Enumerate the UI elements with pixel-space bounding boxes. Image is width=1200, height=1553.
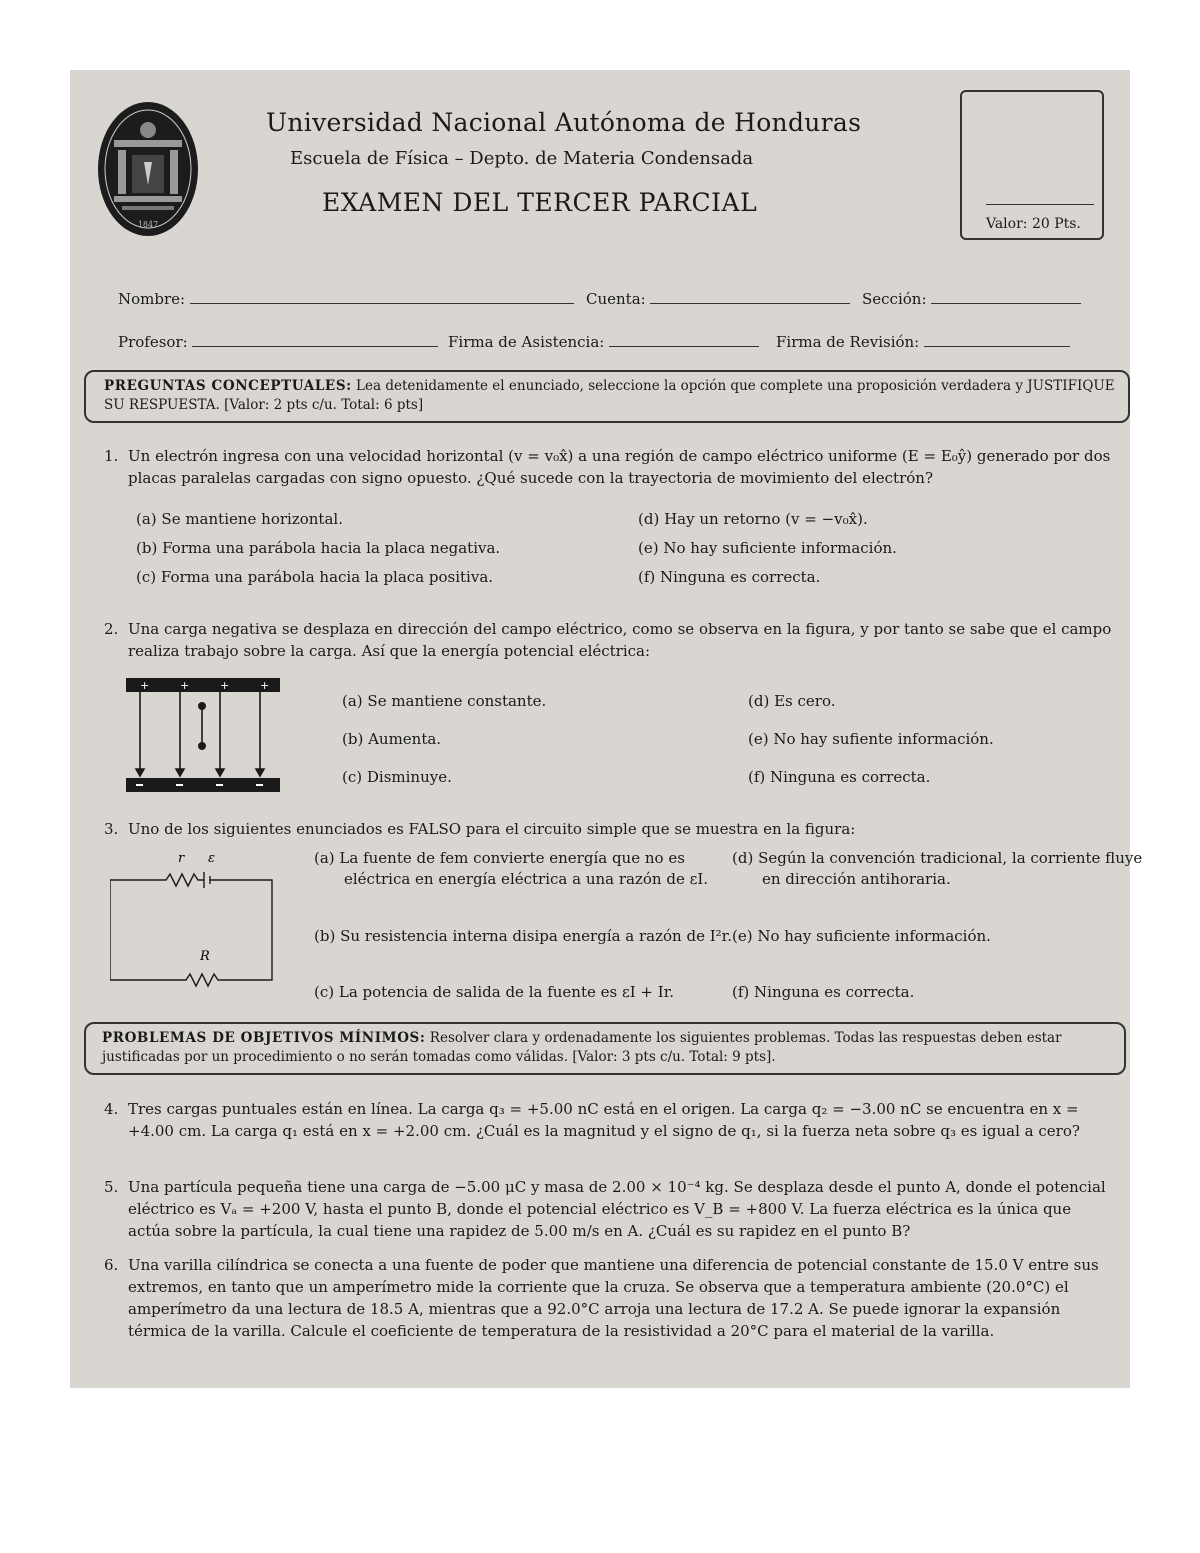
grade-box (960, 90, 1104, 240)
q2-option-e[interactable]: (e) No hay sufiente información. (748, 730, 994, 748)
minimum-objectives-header (84, 1022, 1126, 1075)
section2-heading: PROBLEMAS DE OBJETIVOS MÍNIMOS: (102, 1030, 426, 1046)
svg-text:+: + (260, 679, 270, 692)
q2-option-f[interactable]: (f) Ninguna es correcta. (748, 768, 931, 786)
cuenta-field[interactable] (650, 290, 850, 304)
question-5 (104, 1176, 1116, 1242)
q1-option-e[interactable]: (e) No hay suficiente información. (638, 539, 897, 557)
q1-option-a[interactable]: (a) Se mantiene horizontal. (136, 510, 343, 528)
svg-text:+: + (180, 679, 190, 692)
q2-option-b[interactable]: (b) Aumenta. (342, 730, 442, 748)
q3-option-e[interactable]: (e) No hay suficiente información. (732, 927, 991, 945)
q1-option-c[interactable]: (c) Forma una parábola hacia la placa positiva. (136, 568, 494, 586)
q2-number: 2. (104, 620, 119, 638)
q1-option-f[interactable]: (f) Ninguna es correcta. (638, 568, 821, 586)
question-1 (104, 445, 1116, 489)
svg-text:+: + (220, 679, 230, 692)
q3-option-c[interactable]: (c) La potencia de salida de la fuente es εI + Ir. (314, 983, 674, 1001)
svg-text:+: + (140, 679, 150, 692)
q2-text: Una carga negativa se desplaza en dirección del campo eléctrico, como se observa en la figura, y por tanto se sabe que el campo realiza trabajo sobre la carga. Así que la energía potencial eléctrica: (128, 620, 1112, 660)
q1-number: 1. (104, 447, 119, 465)
question-4 (104, 1098, 1116, 1142)
firma-asistencia-label: Firma de Asistencia: (448, 333, 605, 351)
university-name: Universidad Nacional Autónoma de Honduras (266, 108, 862, 137)
internal-resistance-label: r (178, 851, 185, 866)
q5-text: Una partícula pequeña tiene una carga de −5.00 μC y masa de 2.00 × 10⁻⁴ kg. Se desplaza desde el punto A, donde el potencial eléctrico es Vₐ = +200 V, hasta el punto B, donde el potencial eléctrico es V_B = +800 V. La fuerza eléctrica es la única que actúa sobre la partícula, la cual tiene una rapidez de 5.00 m/s en A. ¿Cuál es su rapidez en el punto B? (128, 1178, 1106, 1240)
q3-option-d[interactable]: (d) Según la convención tradicional, la corriente fluye en dirección antihoraria. (732, 849, 1143, 888)
q1-text: Un electrón ingresa con una velocidad horizontal (v = v₀x̂) a una región de campo eléctrico uniforme (E = E₀ŷ) generado por dos placas paralelas cargadas con signo opuesto. ¿Qué sucede con la trayectoria de movimiento del electrón? (128, 447, 1111, 487)
university-seal-logo (96, 100, 200, 238)
section1-heading: PREGUNTAS CONCEPTUALES: (104, 378, 352, 394)
firma-asistencia-field[interactable] (609, 333, 759, 347)
parallel-plates-figure (126, 676, 282, 794)
question-3 (104, 818, 1116, 840)
q2-option-a[interactable]: (a) Se mantiene constante. (342, 692, 547, 710)
q3-number: 3. (104, 820, 119, 838)
firma-revision-label: Firma de Revisión: (776, 333, 920, 351)
q6-number: 6. (104, 1256, 119, 1274)
charge-start-dot (198, 702, 206, 710)
q5-number: 5. (104, 1178, 119, 1196)
circuit-figure (110, 848, 274, 988)
question-2 (104, 618, 1116, 662)
question-6 (104, 1254, 1116, 1342)
q3-text: Uno de los siguientes enunciados es FALSO para el circuito simple que se muestra en la figura: (128, 820, 856, 838)
seccion-label: Sección: (862, 290, 927, 308)
nombre-field[interactable] (190, 290, 574, 304)
q1-option-d[interactable]: (d) Hay un retorno (v = −v₀x̂). (638, 510, 868, 528)
section2-instructions: Resolver clara y ordenadamente los siguientes problemas. Todas las respuestas deben estar justificadas por un procedimiento o no serán tomadas como válidas. [Valor: 3 pts c/u. Total: 9 pts]. (102, 1030, 1062, 1065)
profesor-field[interactable] (192, 333, 438, 347)
q6-text: Una varilla cilíndrica se conecta a una fuente de poder que mantiene una diferencia de potencial constante de 15.0 V entre sus extremos, en tanto que un amperímetro mide la corriente que la cruza. Se observa que a temperatura ambiente (20.0°C) el amperímetro da una lectura de 18.5 A, mientras que a 92.0°C arroja una lectura de 17.2 A. Se puede ignorar la expansión térmica de la varilla. Calcule el coeficiente de temperatura de la resistividad a 20°C para el material de la varilla. (128, 1256, 1099, 1340)
profesor-label: Profesor: (118, 333, 188, 351)
q2-option-c[interactable]: (c) Disminuye. (342, 768, 452, 786)
exam-sheet (70, 70, 1143, 1388)
nombre-label: Nombre: (118, 290, 186, 308)
emf-label: ε (208, 851, 215, 866)
conceptual-questions-header (84, 370, 1130, 423)
firma-revision-field[interactable] (924, 333, 1070, 347)
cuenta-label: Cuenta: (586, 290, 646, 308)
q3-option-f[interactable]: (f) Ninguna es correcta. (732, 983, 915, 1001)
logo-year: 1847 (137, 220, 159, 229)
exam-title: EXAMEN DEL TERCER PARCIAL (322, 188, 758, 217)
q3-option-b[interactable]: (b) Su resistencia interna disipa energía a razón de I²r. (314, 927, 732, 945)
department-name: Escuela de Física – Depto. de Materia Condensada (290, 148, 754, 169)
q4-text: Tres cargas puntuales están en línea. La carga q₃ = +5.00 nC está en el origen. La carga q₂ = −3.00 nC se encuentra en x = +4.00 cm. La carga q₁ está en x = +2.00 cm. ¿Cuál es la magnitud y el signo de q₁, si la fuerza neta sobre q₃ es igual a cero? (128, 1100, 1080, 1140)
section1-instructions: Lea detenidamente el enunciado, seleccione la opción que complete una proposición verdadera y JUSTIFIQUE SU RESPUESTA. [Valor: 2 pts c/u. Total: 6 pts] (104, 378, 1115, 413)
load-resistance-label: R (200, 949, 210, 964)
q4-number: 4. (104, 1100, 119, 1118)
q3-option-a[interactable]: (a) La fuente de fem convierte energía que no es eléctrica en energía eléctrica a una razón de εI. (314, 849, 709, 888)
value-label: Valor: 20 Pts. (986, 216, 1081, 232)
q1-option-b[interactable]: (b) Forma una parábola hacia la placa negativa. (136, 539, 501, 557)
charge-end-dot (198, 742, 206, 750)
q2-option-d[interactable]: (d) Es cero. (748, 692, 836, 710)
seccion-field[interactable] (931, 290, 1081, 304)
